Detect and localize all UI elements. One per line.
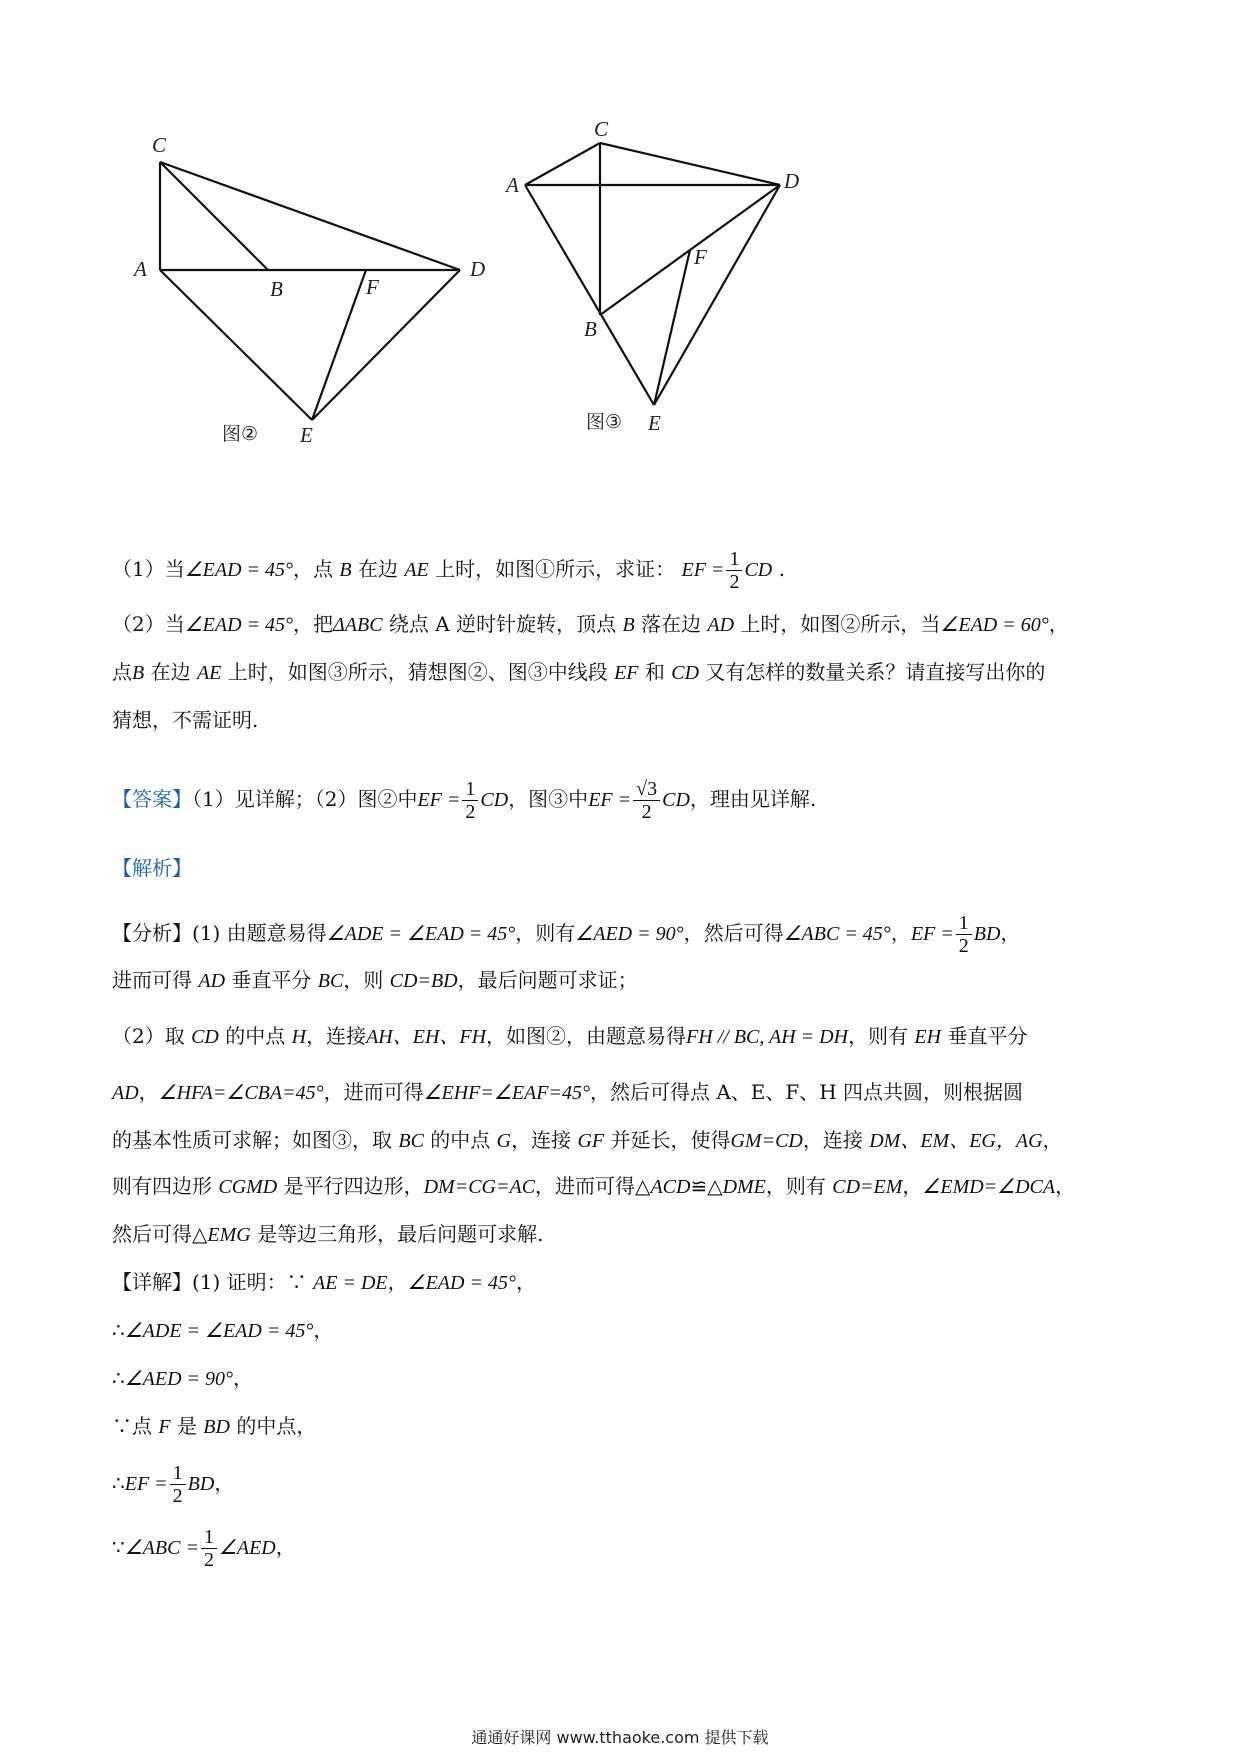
fig3-label-c: C [594, 117, 609, 141]
question-2-line-3: 猜想，不需证明. [112, 708, 259, 732]
analysis-line-3: （2）取 CD 的中点 H，连接AH、EH、FH，如图②，由题意易得FH // BC, AH = DH，则有 EH 垂直平分 [112, 1024, 1028, 1048]
fig2-label-e: E [300, 423, 313, 447]
detail-line-5: ∴EF = $\frac{1}{2}$ BD， [112, 1462, 235, 1507]
segment-de [654, 185, 780, 405]
segment-cd [600, 143, 780, 185]
question-2-line-2: 点B 在边 AE 上时，如图③所示，猜想图②、图③中线段 EF 和 CD 又有怎样的数量关系？请直接写出你的 [112, 660, 1046, 684]
question-1: （1）当∠EAD = 45°，点 B 在边 AE 上时，如图①所示，求证： EF = $\frac{1}{2}$ CD . [112, 548, 785, 593]
fig3-label-b: B [584, 317, 597, 341]
question-2-line-1: （2）当∠EAD = 45°，把ΔABC 绕点 A 逆时针旋转，顶点 B 落在边 AD 上时，如图②所示，当∠EAD = 60°， [112, 612, 1069, 636]
analysis-line-4: AD，∠HFA=∠CBA=45°，进而可得∠EHF=∠EAF=45°，然后可得点 A、E、F、H 四点共圆，则根据圆 [112, 1080, 1024, 1104]
fig3-label-d: D [784, 169, 800, 193]
analysis-line-6: 则有四边形 CGMD 是平行四边形，DM=CG=AC，进而可得△ACD≌△DME，则有 CD=EM，∠EMD=∠DCA， [112, 1174, 1076, 1198]
detail-line-2: ∴∠ADE = ∠EAD = 45°， [112, 1318, 334, 1342]
fig2-caption: 图② [222, 423, 259, 445]
detail-line-1: 【详解】(1) 证明：∵ AE = DE，∠EAD = 45°， [112, 1270, 536, 1294]
figure-3 [0, 0, 840, 464]
fig3-label-f: F [694, 245, 707, 269]
detail-line-6: ∵∠ABC = $\frac{1}{2}$ ∠AED， [112, 1526, 296, 1571]
answer-tag: 【答案】 [112, 787, 192, 811]
answer: 【答案】（1）见详解；（2）图②中EF = $\frac{1}{2}$ CD，图③中EF = $\frac{√3}{2}$ CD，理由见详解. [112, 778, 817, 823]
fig2-label-f: F [366, 275, 379, 299]
segment-ae [525, 185, 654, 405]
analysis-line-2: 进而可得 AD 垂直平分 BC，则 CD=BD，最后问题可求证； [112, 968, 638, 992]
fraction: $\frac{1}{2}$ [726, 548, 742, 593]
analysis-line-1: 【分析】(1) 由题意易得∠ADE = ∠EAD = 45°，则有∠AED = 90°，然后可得∠ABC = 45°，EF = $\frac{1}{2}$ BD， [112, 912, 1021, 957]
analysis-line-5: 的基本性质可求解；如图③，取 BC 的中点 G，连接 GF 并延长，使得GM=CD，连接 DM、EM、EG，AG， [112, 1128, 1063, 1152]
detail-line-4: ∵点 F 是 BD 的中点， [112, 1414, 317, 1438]
figure-3-diagram [0, 0, 840, 460]
footer: 通通好课网 www.tthaoke.com 提供下载 [471, 1728, 769, 1747]
fig3-label-e: E [648, 411, 661, 435]
fig3-label-a: A [506, 173, 519, 197]
fig2-label-b: B [270, 277, 283, 301]
segment-ca [525, 143, 600, 185]
analysis-line-7: 然后可得△EMG 是等边三角形，最后问题可求解. [112, 1222, 544, 1246]
fig2-label-d: D [470, 257, 486, 281]
analysis-tag: 【解析】 [112, 856, 192, 880]
fig3-caption: 图③ [586, 411, 623, 433]
detail-line-3: ∴∠AED = 90°， [112, 1366, 254, 1390]
fraction: $\frac{1}{2}$ [956, 912, 972, 957]
fraction: $\frac{1}{2}$ [201, 1526, 217, 1571]
fig2-label-c: C [152, 133, 167, 157]
fraction: $\frac{1}{2}$ [170, 1462, 186, 1507]
fraction: $\frac{√3}{2}$ [633, 778, 660, 823]
fig2-label-a: A [134, 257, 147, 281]
fraction: $\frac{1}{2}$ [462, 778, 478, 823]
